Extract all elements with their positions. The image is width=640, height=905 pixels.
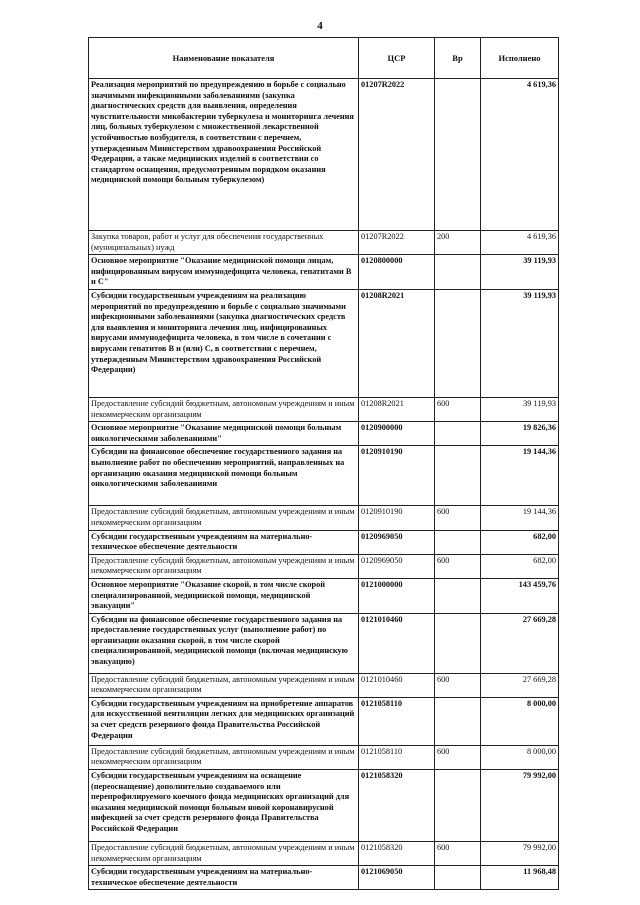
row-vr: 600	[435, 506, 481, 530]
row-vr	[435, 289, 481, 397]
row-vr: 200	[435, 231, 481, 255]
row-csr: 0121010460	[359, 613, 435, 673]
table-row	[89, 613, 559, 673]
table-row	[89, 530, 559, 554]
row-name: Субсидии государственным учреждениям на реализацию мероприятий по предупреждению и борьбе с социально значимыми инфекционными заболеваниями (закупка диагностических средств для выявления и мониторинга лечения лиц, инфицированных вирусами иммунодефицита человека, в том числе в сочетании с вирусами гепатитов В и (или) С, в соответствии с перечнем, утвержденным Министерством здравоохранения Российской Федерации)	[89, 289, 359, 397]
row-vr	[435, 697, 481, 745]
table-row	[89, 289, 559, 397]
row-csr: 0120910190	[359, 506, 435, 530]
row-name: Субсидии государственным учреждениям на материально-техническое обеспечение деятельности	[89, 530, 359, 554]
row-value: 27 669,28	[481, 613, 559, 673]
row-csr: 01207R2022	[359, 79, 435, 231]
row-csr: 0120910190	[359, 446, 435, 506]
table-row	[89, 745, 559, 769]
header-vr: Вр	[435, 38, 481, 79]
row-name: Предоставление субсидий бюджетным, автономным учреждениям и иным некоммерческим организациям	[89, 397, 359, 421]
row-value: 79 992,00	[481, 842, 559, 866]
row-value: 8 000,00	[481, 697, 559, 745]
row-value: 39 119,93	[481, 255, 559, 290]
page-number: 4	[317, 20, 323, 32]
row-csr: 0121058110	[359, 697, 435, 745]
table-row	[89, 673, 559, 697]
row-vr	[435, 422, 481, 446]
row-value: 143 459,76	[481, 578, 559, 613]
header-value: Исполнено	[481, 38, 559, 79]
row-csr: 0120969050	[359, 554, 435, 578]
row-name: Основное мероприятие "Оказание медицинской помощи лицам, инфицированным вирусом иммунодефицита человека, гепатитами В и С"	[89, 255, 359, 290]
row-csr: 0121069050	[359, 866, 435, 890]
row-value: 11 968,48	[481, 866, 559, 890]
table-row	[89, 506, 559, 530]
row-csr: 01208R2021	[359, 289, 435, 397]
row-name: Предоставление субсидий бюджетным, автономным учреждениям и иным некоммерческим организациям	[89, 506, 359, 530]
row-vr: 600	[435, 673, 481, 697]
row-vr: 600	[435, 842, 481, 866]
row-value: 682,00	[481, 554, 559, 578]
row-name: Субсидии государственным учреждениям на приобретение аппаратов для искусственной вентиляции легких для медицинских организаций за счет средств резервного фонда Правительства Российской Федерации	[89, 697, 359, 745]
row-name: Основное мероприятие "Оказание медицинской помощи больным онкологическими заболеваниями"	[89, 422, 359, 446]
row-name: Предоставление субсидий бюджетным, автономным учреждениям и иным некоммерческим организациям	[89, 745, 359, 769]
row-name: Предоставление субсидий бюджетным, автономным учреждениям и иным некоммерческим организациям	[89, 554, 359, 578]
row-name: Субсидии на финансовое обеспечение государственного задания на предоставление государственных услуг (выполнение работ) по организации оказания скорой, в том числе скорой специализированной, медицинской помощи (включая медицинскую эвакуацию)	[89, 613, 359, 673]
row-value: 8 000,00	[481, 745, 559, 769]
table-row	[89, 578, 559, 613]
table-row	[89, 866, 559, 890]
budget-table	[88, 37, 559, 890]
table-row	[89, 446, 559, 506]
table-row	[89, 842, 559, 866]
table-row	[89, 770, 559, 842]
row-value: 39 119,93	[481, 397, 559, 421]
row-csr: 01207R2022	[359, 231, 435, 255]
row-csr: 0121010460	[359, 673, 435, 697]
row-value: 39 119,93	[481, 289, 559, 397]
header-csr: ЦСР	[359, 38, 435, 79]
row-vr: 600	[435, 397, 481, 421]
row-name: Основное мероприятие "Оказание скорой, в том числе скорой специализированной, медицинской помощи, медицинской эвакуации"	[89, 578, 359, 613]
row-vr	[435, 578, 481, 613]
row-vr	[435, 79, 481, 231]
table-row	[89, 554, 559, 578]
row-name: Субсидии государственным учреждениям на материально-техническое обеспечение деятельности	[89, 866, 359, 890]
row-name: Закупка товаров, работ и услуг для обеспечения государственных (муниципальных) нужд	[89, 231, 359, 255]
row-csr: 0120900000	[359, 422, 435, 446]
row-vr	[435, 530, 481, 554]
row-vr	[435, 446, 481, 506]
header-name: Наименование показателя	[89, 38, 359, 79]
row-value: 27 669,28	[481, 673, 559, 697]
table-row	[89, 255, 559, 290]
row-vr	[435, 255, 481, 290]
row-vr	[435, 613, 481, 673]
table-body	[89, 79, 559, 890]
row-value: 4 619,36	[481, 79, 559, 231]
row-name: Реализация мероприятий по предупреждению и борьбе с социально значимыми инфекционными заболеваниями (закупка диагностических средств для выявления, определения чувствительности микобактерии туберкулеза и мониторинга лечения лиц, больных туберкулезом с множественной лекарственной устойчивостью возбудителя, в соответствии с перечнем, утвержденным Министерством здравоохранения Российской Федерации, а также медицинских изделий в соответствии со стандартом оснащения, предусмотренным порядком оказания медицинской помощи больным туберкулезом)	[89, 79, 359, 231]
row-name: Субсидии государственным учреждениям на оснащение (переоснащение) дополнительно создаваемого или перепрофилируемого коечного фонда медицинских организаций для оказания медицинской помощи больным новой коронавирусной инфекцией за счет средств резервного фонда Правительства Российской Федерации	[89, 770, 359, 842]
row-csr: 01208R2021	[359, 397, 435, 421]
table-row	[89, 422, 559, 446]
row-value: 19 144,36	[481, 506, 559, 530]
table-row	[89, 397, 559, 421]
row-name: Предоставление субсидий бюджетным, автономным учреждениям и иным некоммерческим организациям	[89, 842, 359, 866]
row-value: 19 826,36	[481, 422, 559, 446]
row-value: 79 992,00	[481, 770, 559, 842]
row-vr: 600	[435, 745, 481, 769]
row-csr: 0120800000	[359, 255, 435, 290]
row-vr: 600	[435, 554, 481, 578]
row-csr: 0120969050	[359, 530, 435, 554]
row-csr: 0121058110	[359, 745, 435, 769]
row-value: 4 619,36	[481, 231, 559, 255]
table-header-row	[89, 38, 559, 79]
row-value: 682,00	[481, 530, 559, 554]
row-name: Предоставление субсидий бюджетным, автономным учреждениям и иным некоммерческим организациям	[89, 673, 359, 697]
row-csr: 0121058320	[359, 770, 435, 842]
row-csr: 0121000000	[359, 578, 435, 613]
table-row	[89, 79, 559, 231]
row-value: 19 144,36	[481, 446, 559, 506]
row-vr	[435, 770, 481, 842]
table-row	[89, 231, 559, 255]
table-row	[89, 697, 559, 745]
row-csr: 0121058320	[359, 842, 435, 866]
row-name: Субсидии на финансовое обеспечение государственного задания на выполнение работ по обеспечению мероприятий, направленных на организацию оказания медицинской помощи больным онкологическими заболеваниями	[89, 446, 359, 506]
row-vr	[435, 866, 481, 890]
